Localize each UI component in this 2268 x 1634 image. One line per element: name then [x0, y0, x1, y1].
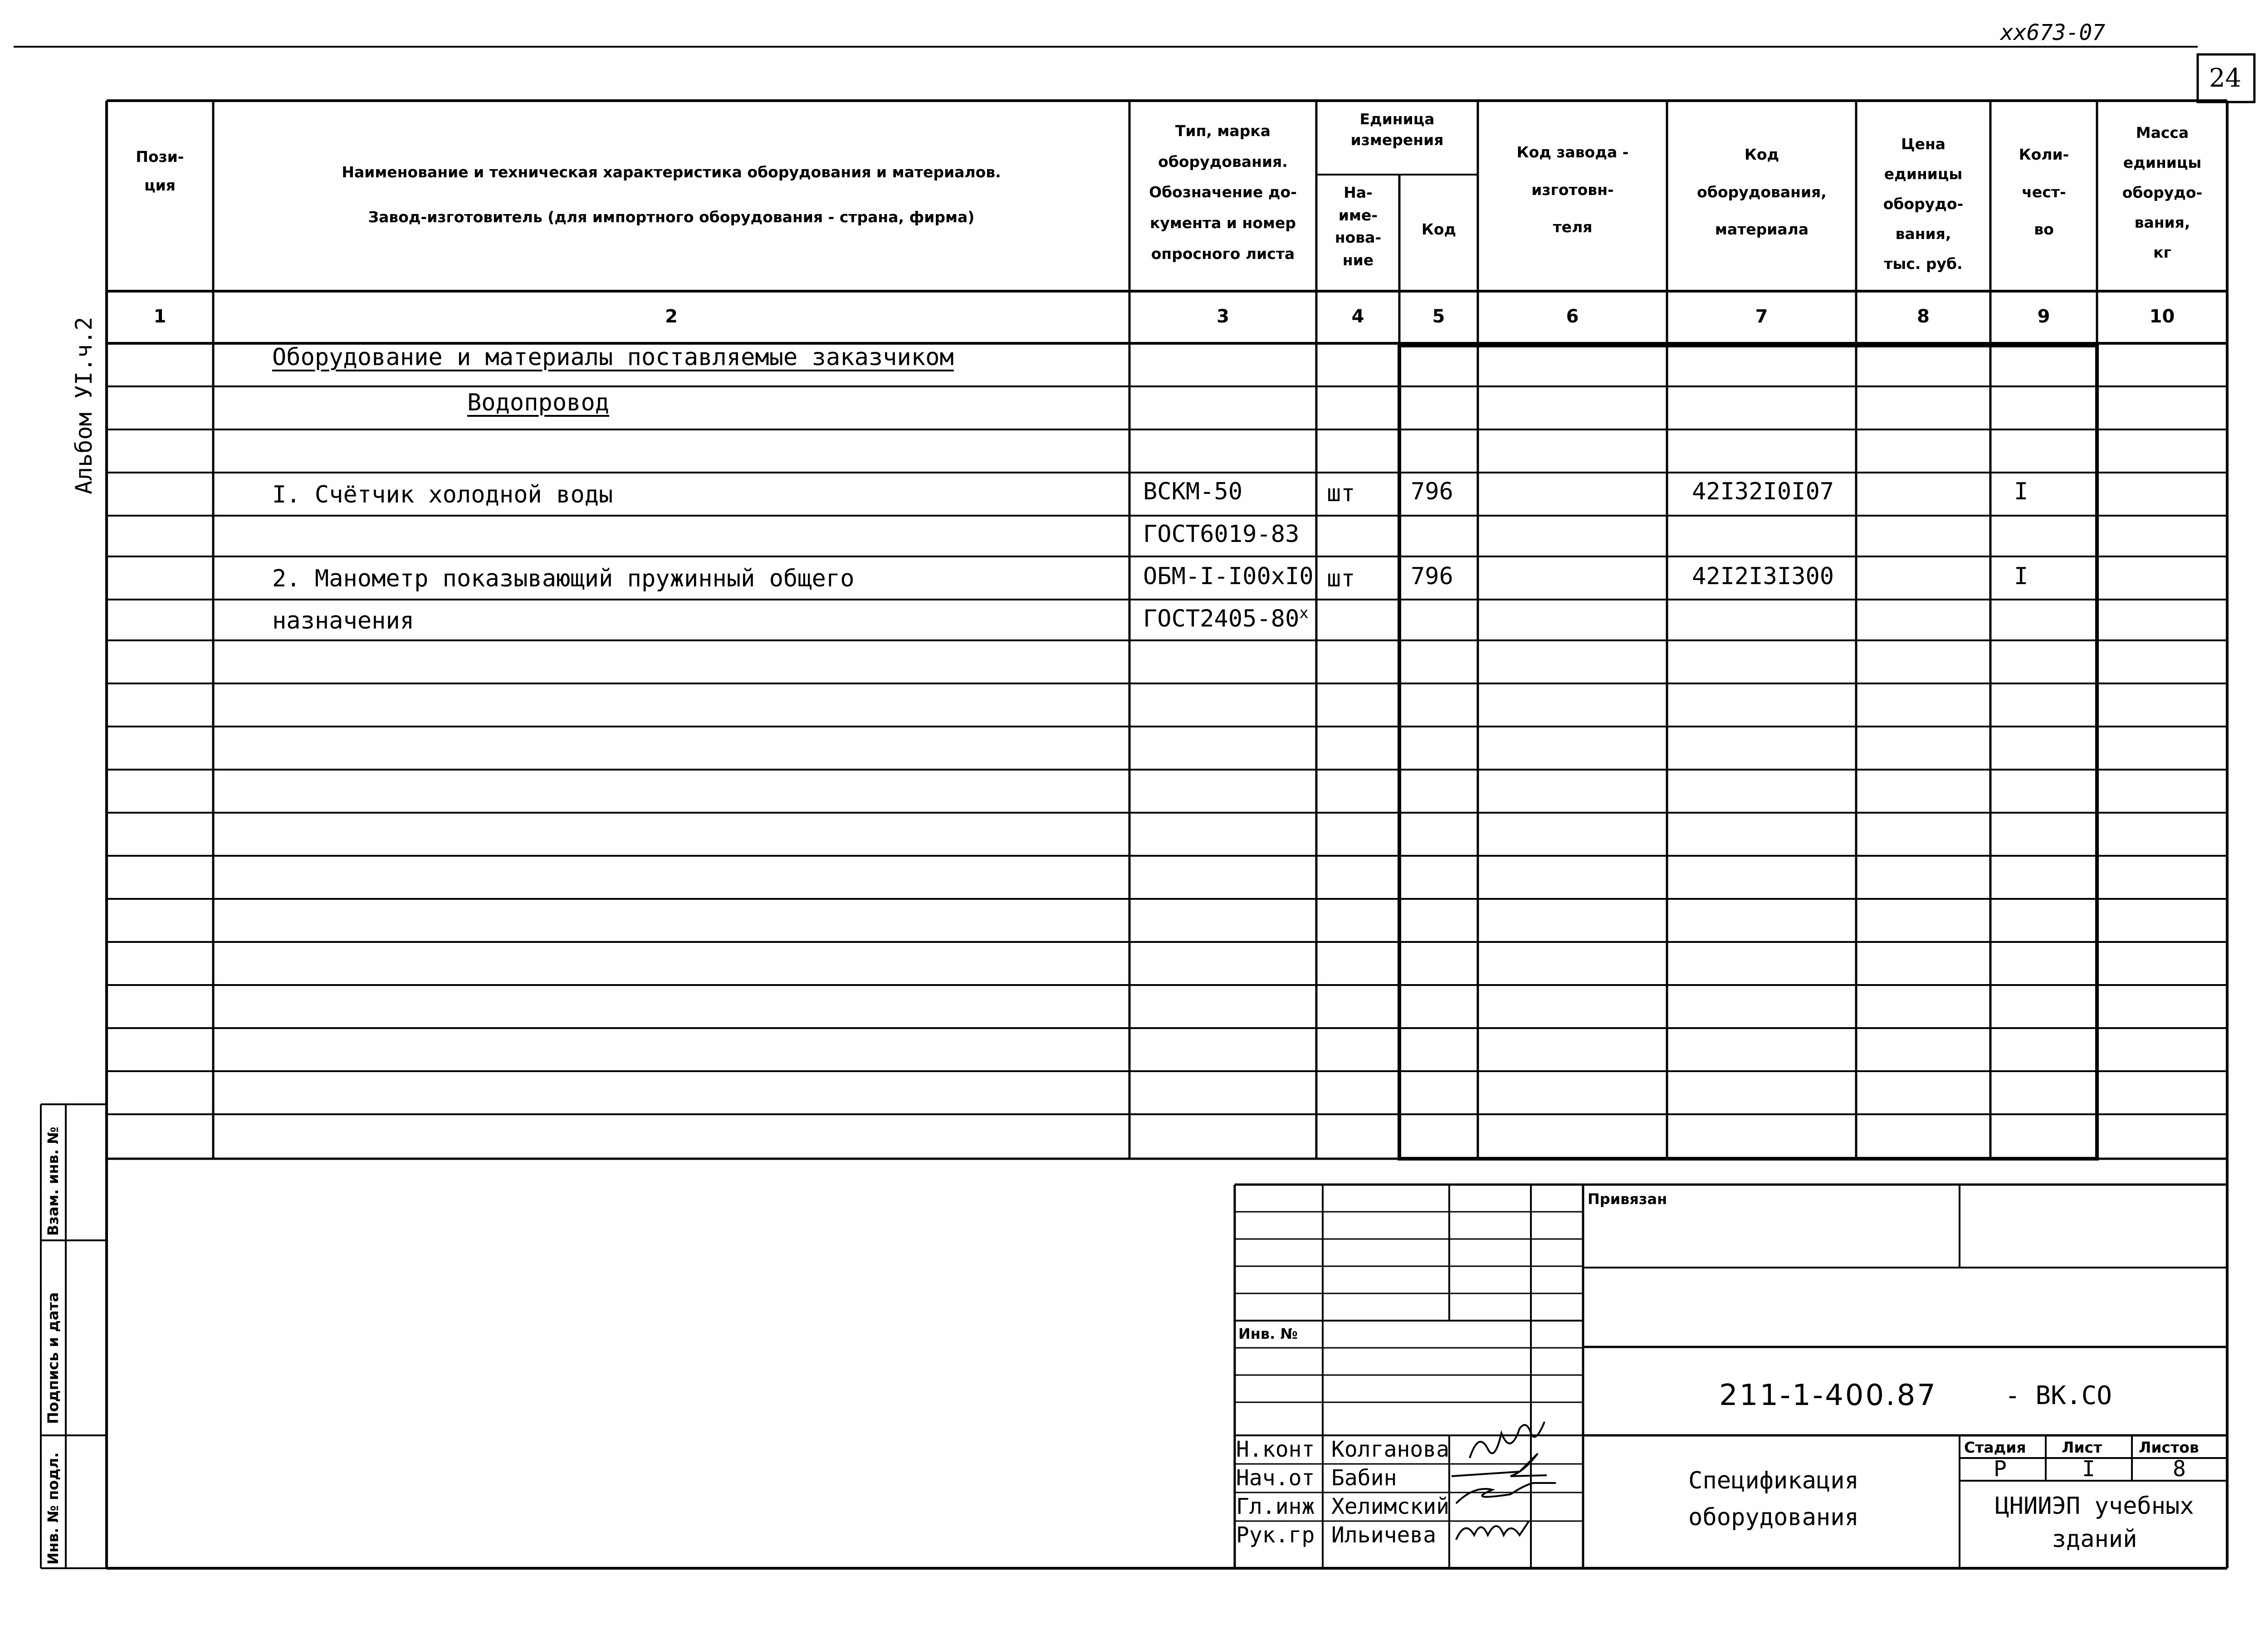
sheets-value: 8	[2173, 1456, 2186, 1482]
doc-suffix: - ВК.СО	[2005, 1381, 2112, 1410]
item2-type: ОБМ-I-I00xI0	[1143, 563, 1314, 590]
doc-title: Спецификация оборудования	[1688, 1467, 1859, 1531]
col-number-2: 2	[665, 306, 678, 327]
privyazan-label: Привязан	[1588, 1190, 1667, 1208]
corner-code: xx673-07	[2000, 20, 2106, 45]
sheets-label: Листов	[2139, 1439, 2199, 1456]
name-1: Колганова	[1331, 1437, 1450, 1462]
header-type: Тип, марка оборудования. Обозначение до- кумента и номер опросного листа	[1149, 122, 1297, 263]
item2-unit: шт	[1327, 565, 1355, 592]
col-number-8: 8	[1917, 306, 1930, 327]
role-2: Нач.от	[1236, 1465, 1315, 1491]
col-number-4: 4	[1351, 306, 1364, 327]
organization: ЦНИИЭП учебных зданий	[1995, 1493, 2194, 1553]
stage-label: Стадия	[1964, 1439, 2026, 1456]
header-unit-code: Код	[1421, 220, 1457, 238]
col-number-5: 5	[1432, 306, 1445, 327]
header-quantity: Коли- чест- во	[2019, 146, 2069, 238]
page-number: 24	[2209, 63, 2242, 93]
stamp-vzam-inv: Взам. инв. №	[44, 1127, 62, 1236]
item2-qty: I	[2014, 563, 2028, 590]
doc-code: 211-1-400.87	[1719, 1379, 1937, 1412]
stage-value: Р	[1994, 1456, 2007, 1482]
item1-name: I. Счётчик холодной воды	[272, 481, 613, 508]
header-price: Цена единицы оборудо- вания, тыс. руб.	[1883, 135, 1964, 273]
col-number-9: 9	[2037, 306, 2050, 327]
name-4: Ильичева	[1331, 1522, 1437, 1548]
subsection-title: Водопровод	[467, 389, 610, 416]
header-mass: Масса единицы оборудо- вания, кг	[2122, 124, 2203, 261]
stamp-inv-podl: Инв. № подл.	[44, 1452, 62, 1565]
col-number-10: 10	[2149, 306, 2175, 327]
name-3: Хелимский	[1331, 1494, 1450, 1519]
col-number-1: 1	[153, 306, 166, 327]
col-number-3: 3	[1217, 306, 1229, 327]
header-name: Наименование и техническая характеристика оборудования и материалов. Завод-изготовитель (для импортного оборудования - страна, фирма)	[342, 163, 1001, 226]
item2-name2: назначения	[272, 607, 415, 634]
signatures	[1452, 1422, 1556, 1540]
col-number-7: 7	[1755, 306, 1768, 327]
item1-unit-code: 796	[1411, 478, 1453, 505]
section-title: Оборудование и материалы поставляемые заказчиком	[272, 344, 954, 371]
header-equipment-code: Код оборудования, материала	[1697, 146, 1827, 238]
header-unit-group: Единица измерения	[1350, 110, 1444, 149]
item1-type2: ГОСТ6019-83	[1143, 521, 1300, 548]
side-album-label: Альбом УI.ч.2	[71, 317, 97, 494]
sheet-label: Лист	[2062, 1439, 2102, 1456]
role-4: Рук.гр	[1236, 1522, 1315, 1548]
name-2: Бабин	[1331, 1465, 1397, 1491]
item1-unit: шт	[1327, 480, 1355, 507]
header-position: Пози- ция	[136, 148, 184, 194]
item2-name: 2. Манометр показывающий пружинный общего	[272, 565, 855, 592]
item2-code: 42I2I3I300	[1692, 563, 1834, 590]
item1-code: 42I32I0I07	[1692, 478, 1834, 505]
header-unit-name: На- име- нова- ние	[1334, 184, 1382, 269]
header-factory-code: Код завода - изготовн- теля	[1516, 143, 1629, 236]
sheet-value: I	[2082, 1456, 2095, 1482]
role-1: Н.конт	[1236, 1437, 1315, 1462]
item2-type2: $ГОСТ2405-80^х$	[1143, 604, 1309, 633]
item1-type: ВСКМ-50	[1143, 478, 1243, 505]
item2-unit-code: 796	[1411, 563, 1453, 590]
stamp-podpis-data: Подпись и дата	[44, 1292, 62, 1424]
inv-no-label: Инв. №	[1238, 1325, 1298, 1342]
item1-qty: I	[2014, 478, 2028, 505]
role-3: Гл.инж	[1236, 1494, 1315, 1519]
col-number-6: 6	[1566, 306, 1579, 327]
